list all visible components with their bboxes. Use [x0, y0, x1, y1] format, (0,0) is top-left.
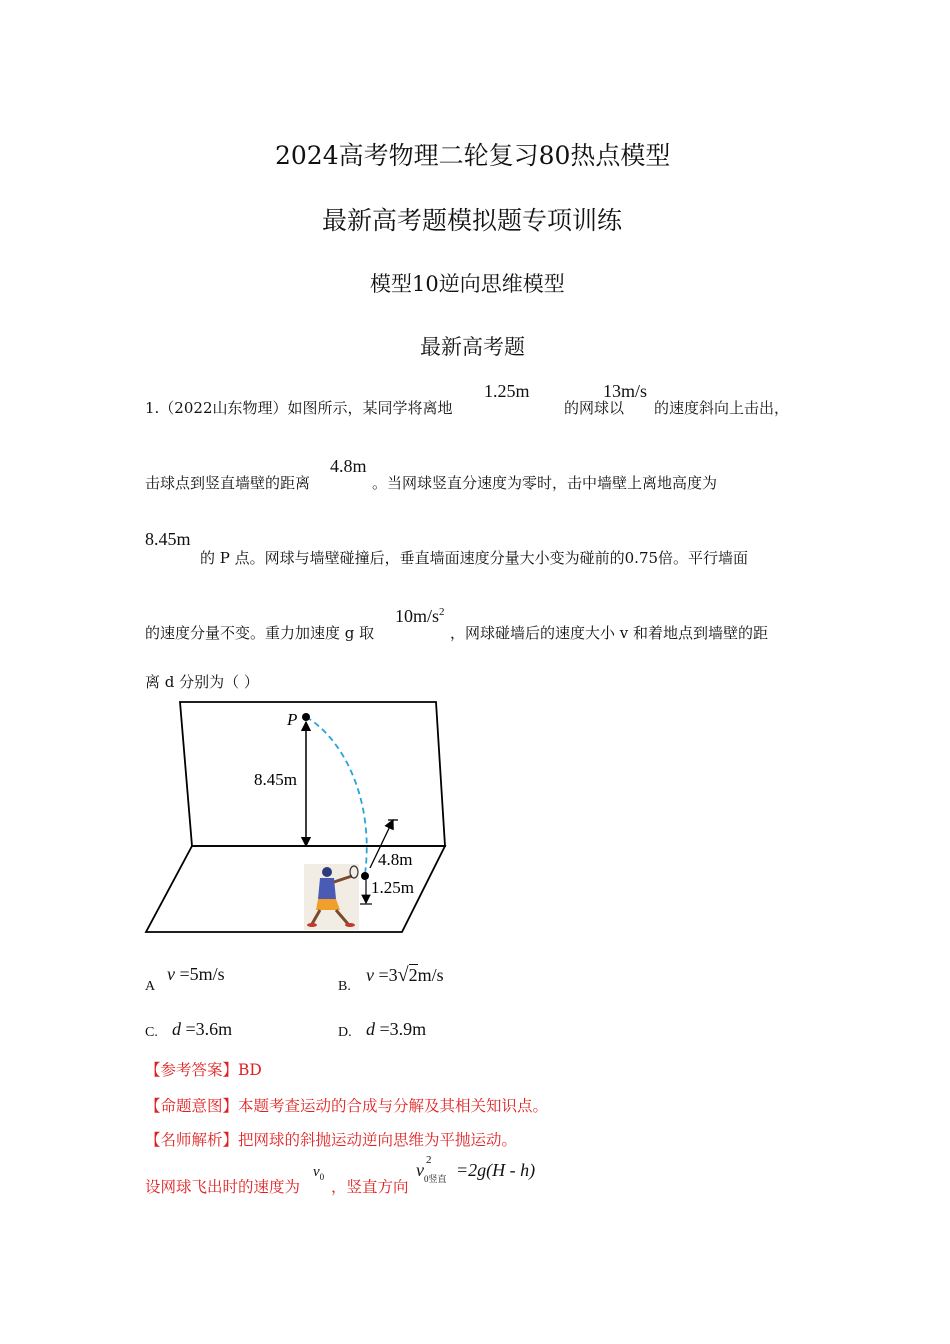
- question-intent: 【命题意图】本题考查运动的合成与分解及其相关知识点。: [145, 1097, 549, 1115]
- value-speed: 13m/s: [603, 381, 648, 401]
- question-line-4b: ，网球碰墙后的速度大小 v 和着地点到墙壁的距: [450, 624, 769, 642]
- question-line-2a: 击球点到竖直墙壁的距离: [145, 474, 311, 492]
- analysis-line-a: 设网球飞出时的速度为: [145, 1178, 301, 1196]
- value-g: $10m/s^2$: [395, 606, 445, 626]
- question-line-1c: 的速度斜向上击出，: [654, 399, 790, 417]
- question-line-3: 的 P 点。网球与墙壁碰撞后，垂直墙面速度分量大小变为碰前的0.75倍。平行墙面: [200, 549, 749, 567]
- option-a-value[interactable]: v =5m/s: [167, 964, 225, 984]
- section-heading: 最新高考题: [420, 335, 525, 359]
- analysis-line-b: ，竖直方向: [331, 1178, 409, 1196]
- vertical-velocity-equation: v 2 0竖直 =2g(H - h): [416, 1153, 536, 1184]
- option-a-letter[interactable]: A: [145, 979, 156, 994]
- document-subtitle: 最新高考题模拟题专项训练: [322, 206, 623, 235]
- model-title: 模型10逆向思维模型: [370, 272, 565, 296]
- option-c-letter[interactable]: C.: [145, 1025, 158, 1040]
- option-c-value[interactable]: d =3.6m: [172, 1019, 233, 1039]
- point-p-dot: [302, 713, 310, 721]
- ball-dot: [361, 872, 369, 880]
- label-height-845: 8.45m: [254, 770, 297, 789]
- label-p: P: [287, 710, 298, 729]
- option-b-value[interactable]: v =3√2m/s: [366, 964, 444, 986]
- option-b-letter[interactable]: B.: [338, 979, 351, 994]
- value-height: 1.25m: [484, 381, 530, 401]
- wall-plane: [180, 702, 445, 846]
- option-d-letter[interactable]: D.: [338, 1025, 352, 1040]
- teacher-analysis: 【名师解析】把网球的斜抛运动逆向思维为平抛运动。: [145, 1131, 518, 1149]
- wall-court-figure: [140, 696, 470, 941]
- document-title: 2024高考物理二轮复习80热点模型: [275, 141, 671, 170]
- question-line-2b: 。当网球竖直分速度为零时，击中墙壁上离地高度为: [372, 474, 718, 492]
- question-line-1b: 的网球以: [564, 399, 625, 417]
- label-distance-48: 4.8m: [378, 850, 413, 869]
- ball-trajectory: [306, 717, 367, 874]
- label-height-125: 1.25m: [371, 878, 414, 897]
- option-d-value[interactable]: d =3.9m: [366, 1019, 427, 1039]
- value-wall-height: 8.45m: [145, 529, 191, 549]
- question-line-1a: 1.（2022山东物理）如图所示，某同学将离地: [145, 399, 453, 417]
- question-line-5: 离 d 分别为（ ）: [145, 673, 259, 691]
- reference-answer: 【参考答案】BD: [145, 1061, 262, 1079]
- tennis-player-icon: [304, 864, 359, 930]
- question-line-4a: 的速度分量不变。重力加速度 g 取: [145, 624, 375, 642]
- symbol-v0: $v_0$: [313, 1164, 325, 1182]
- value-distance: 4.8m: [330, 456, 367, 476]
